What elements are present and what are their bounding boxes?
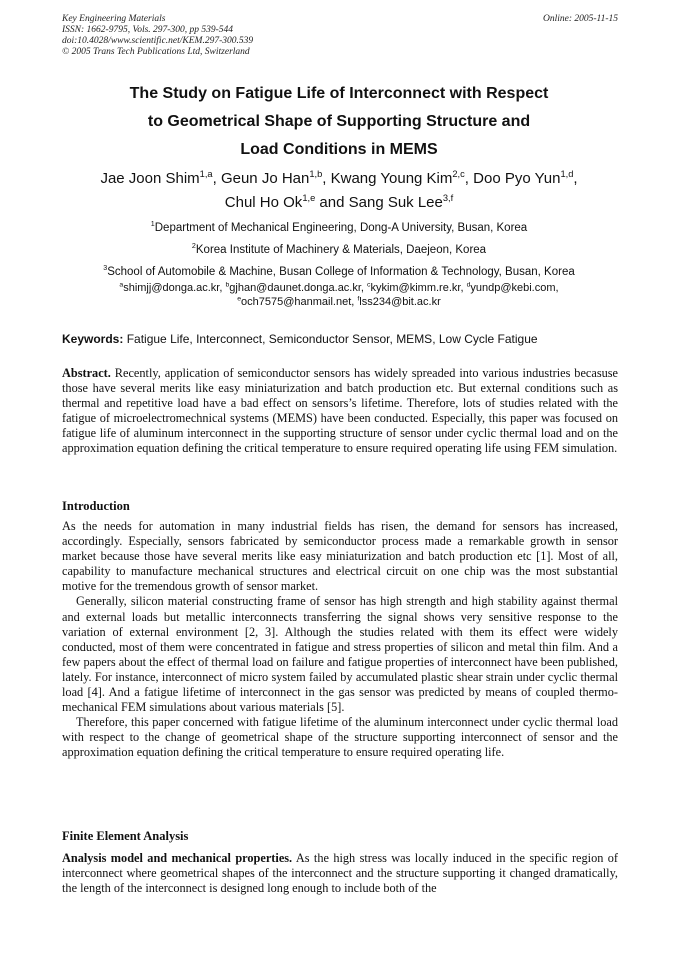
keywords-label: Keywords: <box>62 332 124 346</box>
section-heading-fea: Finite Element Analysis <box>62 829 189 843</box>
email-list <box>0 281 678 309</box>
email-address: yundp@kebi.com, <box>470 282 559 294</box>
author-name: Jae Joon Shim <box>100 170 200 187</box>
email-address: shimjj@donga.ac.kr, <box>123 282 226 294</box>
doi-line: doi:10.4028/www.scientific.net/KEM.297-300.539 <box>62 36 254 46</box>
copyright-line: © 2005 Trans Tech Publications Ltd, Switzerland <box>62 47 250 57</box>
affiliation: $^1$Department of Mechanical Engineering, Dong-A University, Busan, Korea <box>150 220 528 234</box>
email-address: och7575@hanmail.net, <box>241 296 358 308</box>
author-line-1: Jae Joon Shim$^{1,a}$, Geun Jo Han$^{1,b}$, Kwang Young Kim$^{2,c}$, Doo Pyo Yun$^{1,d}$, <box>100 169 578 187</box>
email-address: kykim@kimm.re.kr, <box>370 282 467 294</box>
email-line-2: $^e$och7575@hanmail.net, $^f$lss234@bit.ac.kr <box>237 295 441 308</box>
author-affiliation-mark: 3,f <box>442 193 454 203</box>
author-line-2: Chul Ho Ok$^{1,e}$ and Sang Suk Lee$^{3,f}$ <box>224 193 454 211</box>
author-affiliation-mark: 1,d <box>560 169 574 179</box>
online-date: Online: 2005-11-15 <box>542 14 618 24</box>
paper-title <box>0 80 678 164</box>
section-heading-introduction: Introduction <box>62 499 130 513</box>
abstract <box>62 366 618 457</box>
author-name: Doo Pyo Yun <box>473 170 561 187</box>
author-affiliation-mark: 1,e <box>302 193 316 203</box>
author-affiliation-mark: 2,c <box>452 169 465 179</box>
author-name: Kwang Young Kim <box>330 170 453 187</box>
journal-name: Key Engineering Materials <box>62 14 166 24</box>
abstract-text: Recently, application of semiconductor sensors has widely spreaded into various industries becasuse those have several merits like easy miniaturization and batch production etc. But external conditions such as thermal and repetitive load have a bad effect on sensors’s lifetime. Therefore, lots of studies related with the fatigue of microelectromechnical systems (MEMS) have been conducted. Especially, this paper was focused on fatigue life of aluminum interconnect in the supporting structure of sensor under cyclic thermal load and on the approximation equation defining the critical temperature to ensure required operating life using FEM simulation. <box>62 366 619 456</box>
affiliation: $^2$Korea Institute of Machinery & Materials, Daejeon, Korea <box>191 242 487 256</box>
author-name: Chul Ho Ok <box>224 194 303 211</box>
fea-subheading: Analysis model and mechanical properties. <box>62 851 293 865</box>
title-line-3: Load Conditions in MEMS <box>240 141 438 158</box>
email-address: gjhan@daunet.donga.ac.kr, <box>229 282 368 294</box>
fea-body <box>62 851 618 896</box>
author-affiliation-mark: 1,a <box>199 169 213 179</box>
introduction-body <box>62 519 618 761</box>
author-name: Geun Jo Han <box>220 170 310 187</box>
email-line-1: $^a$shimjj@donga.ac.kr, $^b$gjhan@daunet.donga.ac.kr, $^c$kykim@kimm.re.kr, $^d$yundp@kebi.com, <box>119 281 559 294</box>
abstract-label: Abstract. <box>62 366 111 380</box>
affiliation-list <box>0 217 678 283</box>
paragraph: Generally, silicon material constructing frame of sensor has high strength and high stability against thermal and external loads but metallic interconnects transferring the signal shows very sensitive response to the variation of external environment [2, 3]. Although the studies related with them its effect were widely conducted, most of them were concentrated in fatigue and stress properties of silicon and metal thin film. And a few papers about the effect of thermal load on failure and fatigue properties of interconnect have been published, lately. For instance, interconnect of micro system failed by accumulated plastic shear strain under cyclic thermal load [4]. And a fatigue lifetime of interconnect in the gas sensor was predicted by means of coupled thermo-mechanical FEM simulations about various materials [5]. <box>62 594 618 715</box>
journal-header <box>62 14 618 58</box>
keywords <box>62 331 618 347</box>
affiliation: $^3$School of Automobile & Machine, Busan College of Information & Technology, Busan, Korea <box>103 264 575 278</box>
author-name: Sang Suk Lee <box>348 194 443 211</box>
email-address: lss234@bit.ac.kr <box>359 296 441 308</box>
fea-text: As the high stress was locally induced in the specific region of interconnect where geometrical shapes of the interconnect and the structure supporting it changed dramatically, the length of the interconnect is designed long enough to include both of the <box>62 851 618 896</box>
title-line-1: The Study on Fatigue Life of Interconnect with Respect <box>129 85 549 102</box>
title-line-2: to Geometrical Shape of Supporting Structure and <box>147 113 531 130</box>
paragraph: Therefore, this paper concerned with fatigue lifetime of the aluminum interconnect under cyclic thermal load with respect to the change of geometrical shape of the structure supporting interconnect of sensor and the approximation equation defining the critical temperature to ensure required operating life. <box>62 715 618 760</box>
issn-line: ISSN: 1662-9795, Vols. 297-300, pp 539-544 <box>62 25 233 35</box>
author-list <box>0 167 678 215</box>
keywords-text: Fatigue Life, Interconnect, Semiconductor Sensor, MEMS, Low Cycle Fatigue <box>126 332 538 346</box>
paragraph: As the needs for automation in many industrial fields has risen, the demand for sensors has increased, accordingly. Especially, sensors fabricated by semiconductor process made a remarkable growth in sensor market because those have several merits like easy miniaturization and batch production etc [1]. Most of all, capability to manufacture mechanical structures and electrical circuit on one chip was the most substantial motive for the tremendous growth of sensor market. <box>62 519 618 594</box>
author-affiliation-mark: 1,b <box>309 169 323 179</box>
